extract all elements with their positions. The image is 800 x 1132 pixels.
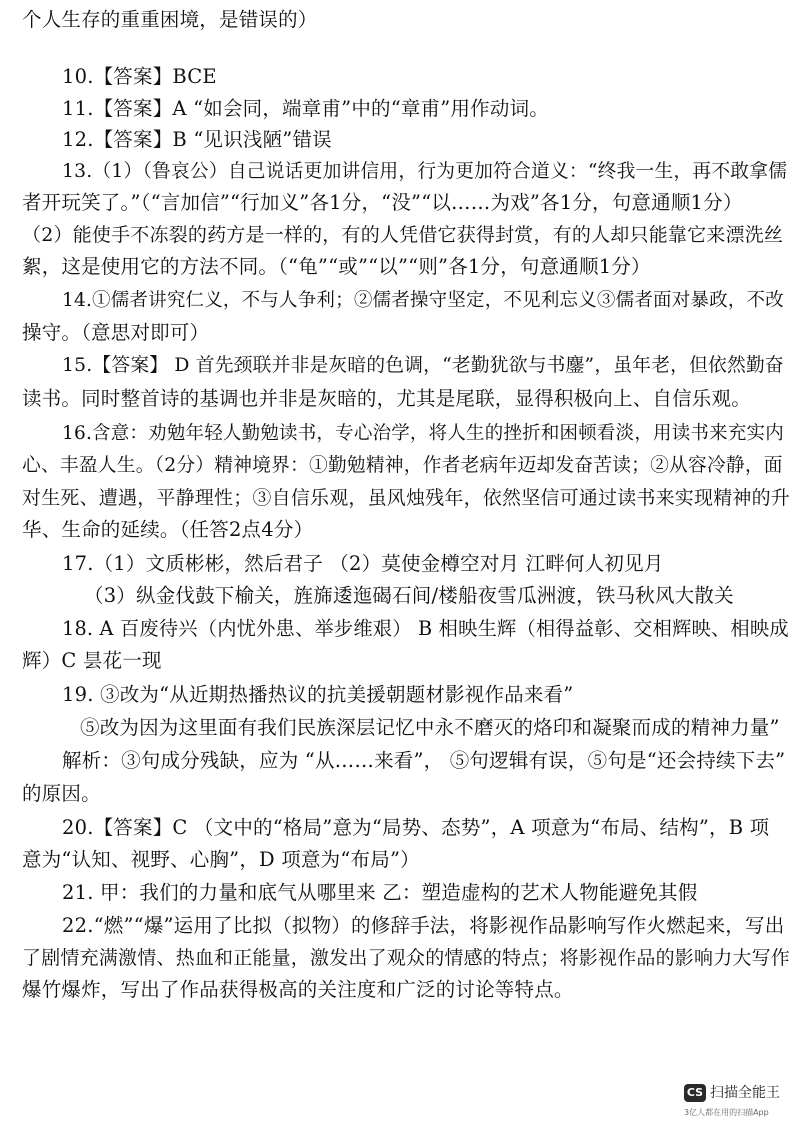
scanner-watermark [684,1082,796,1126]
text-line: 絮，这是使用它的方法不同。（“龟”“或”“以”“则”各1分，句意通顺1分） [22,255,651,278]
text-line: 心、丰盈人生。（2分）精神境界：①勤勉精神，作者老病年迈却发奋苦读；②从容冷静，面 [22,455,783,476]
text-line: 读书。同时整首诗的基调也并非是灰暗的，尤其是尾联，显得积极向上、自信乐观。 [22,387,751,410]
text-line: 20.【答案】C （文中的“格局”意为“局势、态势”，A 项意为“布局、结构”，B 项 [62,816,770,839]
text-line: 对生死、遭遇，平静理性；③自信乐观，虽风烛残年，依然坚信可通过读书来实现精神的升 [22,487,791,509]
text-line: 辉）C 昙花一现 [22,649,162,672]
text-line: 16.含意：劝勉年轻人勤勉读书，专心治学，将人生的挫折和困顿看淡，用读书来充实内 [62,423,784,444]
text-line: 14.①儒者讲究仁义，不与人争利；②儒者操守坚定，不见利忘义③儒者面对暴政，不改 [62,290,784,311]
text-line: （2）能使手不冻裂的药方是一样的，有的人凭借它获得封赏，有的人却只能靠它来漂洗丝 [22,224,784,246]
watermark-app-name: 扫描全能王 [710,1085,780,1101]
text-line: 华、生命的延续。（任答2点4分） [22,518,314,541]
text-line: 19. ③改为“从近期热播热议的抗美援朝题材影视作品来看” [62,683,574,706]
text-line: 13.（1）（鲁哀公）自己说话更加讲信用，行为更加符合道义：“终我一生，再不敢拿儒 [62,161,788,182]
text-line: 爆竹爆炸，写出了作品获得极高的关注度和广泛的讨论等特点。 [22,978,574,1001]
text-line: ⑤改为因为这里面有我们民族深层记忆中永不磨灭的烙印和凝聚而成的精神力量” [80,716,780,739]
text-line: 21. 甲：我们的力量和底气从哪里来 乙：塑造虚构的艺术人物能避免其假 [62,881,698,904]
text-line: 11.【答案】A “如会同，端章甫”中的“章甫”用作动词。 [62,97,549,120]
text-line: 操守。（意思对即可） [22,321,210,344]
text-line: 了剧情充满激情、热血和正能量，激发出了观众的情感的特点；将影视作品的影响力大写作 [22,947,791,969]
text-line: 10.【答案】BCE [62,65,217,88]
text-line: 22.“燃”“爆”运用了比拟（拟物）的修辞手法，将影视作品影响写作火燃起来，写出 [62,914,785,937]
text-line: 解析：③句成分残缺，应为 “从……来看”， ⑤句逻辑有误，⑤句是“还会持续下去” [62,749,786,772]
text-line: 15.【答案】 D 首先颈联并非是灰暗的色调，“老勤犹欲与书鏖”，虽年老，但依然勤奋 [62,355,784,376]
text-line: 个人生存的重重困境，是错误的） [22,8,318,31]
text-line: 18. A 百废待兴（内忧外患、举步维艰） B 相映生辉（相得益彰、交相辉映、相映成 [62,617,789,640]
text-line: 意为“认知、视野、心胸”，D 项意为“布局”） [22,848,420,871]
text-line: 12.【答案】B “见识浅陋”错误 [62,128,332,151]
camscanner-logo-icon: CS [684,1084,706,1102]
text-line: 者开玩笑了。”（“言加信”“行加义”各1分，“没”“以……为戏”各1分，句意通顺1分） [22,191,743,214]
watermark-tagline: 3亿人都在用的扫描App [684,1108,769,1117]
text-line: 的原因。 [22,782,101,805]
text-line: 17.（1）文质彬彬，然后君子 （2）莫使金樽空对月 江畔何人初见月 [62,552,664,575]
text-line: （3）纵金伐鼓下榆关，旌旆逶迤碣石间/楼船夜雪瓜洲渡，铁马秋风大散关 [84,584,734,607]
